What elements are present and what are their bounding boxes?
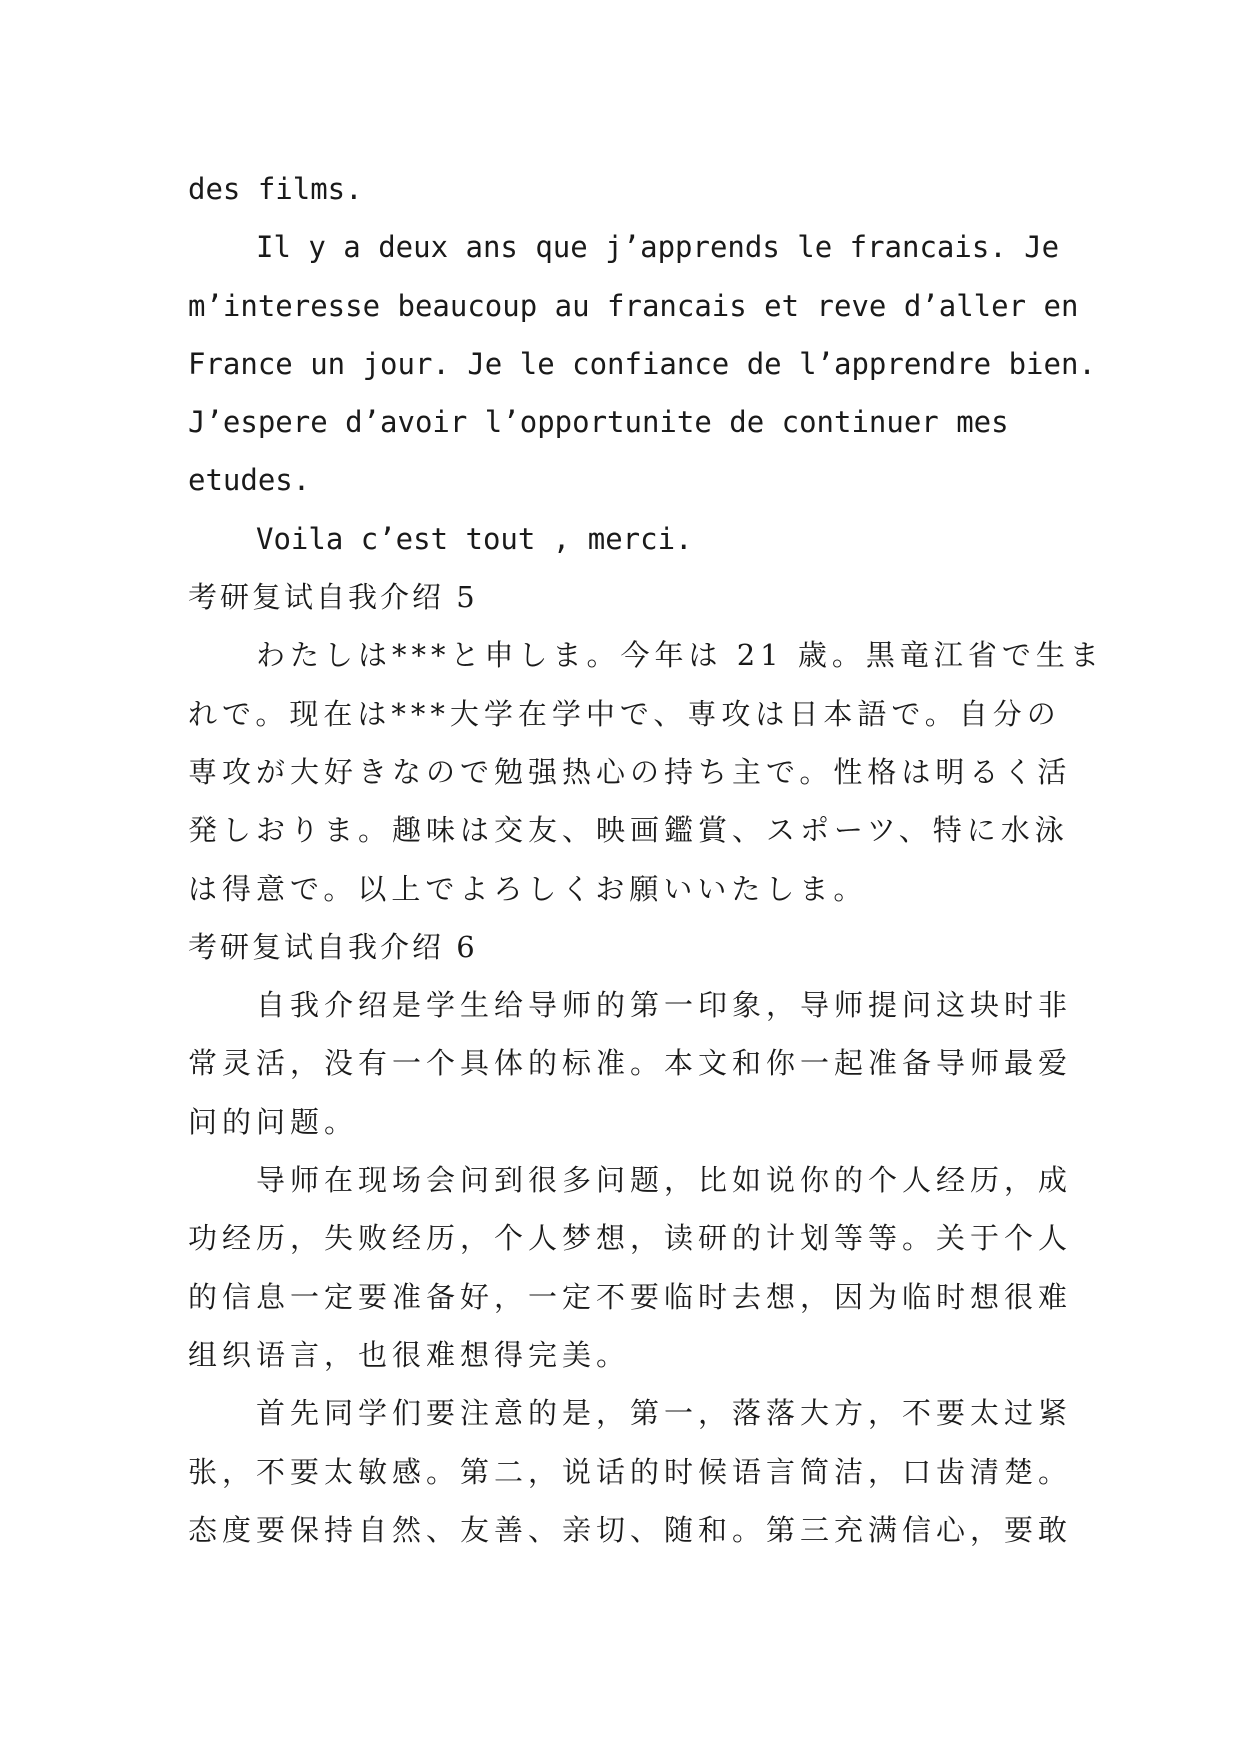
paragraph-line: 自我介绍是学生给导师的第一印象，导师提问这块时非 [256,988,1073,1023]
paragraph-line: は得意で。以上でよろしくお願いいたしま。 [188,871,868,906]
paragraph-line: des films. [188,172,363,206]
paragraph-line: 态度要保持自然、友善、亲切、随和。第三充满信心，要敢 [188,1512,1073,1547]
paragraph-line: etudes. [188,463,311,498]
section-heading: 考研复试自我介绍 6 [188,929,478,964]
paragraph-line: 问的问题。 [188,1104,359,1139]
paragraph-line: 首先同学们要注意的是，第一，落落大方，不要太过紧 [256,1396,1073,1431]
paragraph-line: 常灵活，没有一个具体的标准。本文和你一起准备导师最爱 [188,1046,1073,1081]
paragraph-line: J’espere d’avoir l’opportunite de continuer mes [188,405,1009,440]
paragraph-line: わたしは***と申しま。今年は 21 歳。黒竜江省で生ま [256,638,1104,673]
paragraph-line: Il y a deux ans que j’apprends le francais. Je [256,230,1060,265]
paragraph-line: 组织语言，也很难想得完美。 [188,1337,631,1372]
paragraph-line: 発しおりま。趣味は交友、映画鑑賞、スポーツ、特に水泳 [188,813,1069,848]
document-body [188,160,1104,1559]
paragraph-line: Voila c’est tout , merci. [256,521,693,556]
paragraph-line: 导师在现场会问到很多问题，比如说你的个人经历，成 [256,1163,1073,1198]
paragraph-line: れで。现在は***大学在学中で、専攻は日本語で。自分の [188,696,1061,731]
paragraph-line: France un jour. Je le confiance de l’apprendre bien. [188,346,1096,381]
paragraph-line: 张，不要太敏感。第二，说话的时候语言简洁，口齿清楚。 [188,1454,1073,1489]
paragraph-line: 的信息一定要准备好，一定不要临时去想，因为临时想很难 [188,1279,1073,1314]
paragraph-line: 専攻が大好きなので勉强热心の持ち主で。性格は明るく活 [188,754,1072,789]
paragraph-line: m’interesse beaucoup au francais et reve d’aller en [188,288,1079,323]
section-heading: 考研复试自我介绍 5 [188,580,478,615]
paragraph-line: 功经历，失败经历，个人梦想，读研的计划等等。关于个人 [188,1221,1073,1256]
